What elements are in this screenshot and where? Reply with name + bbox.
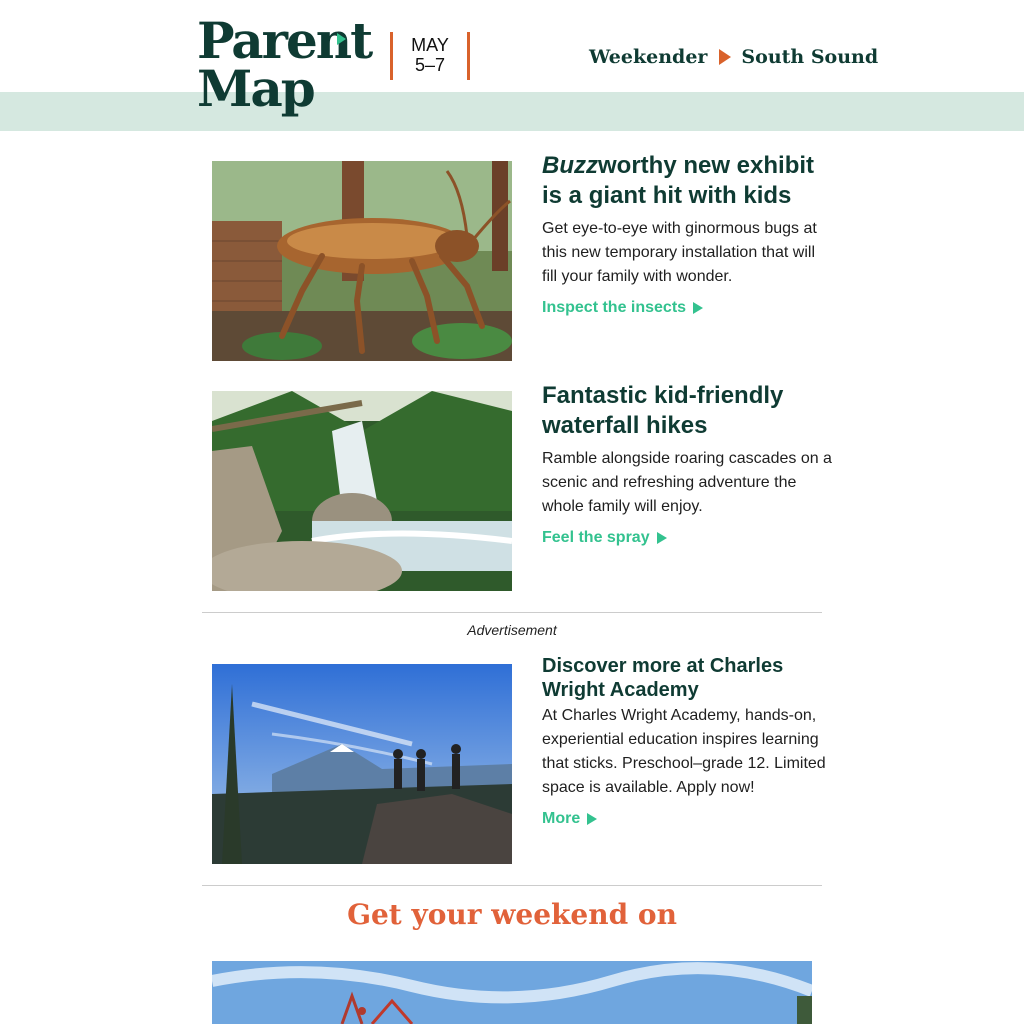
divider <box>202 885 822 886</box>
more-link[interactable] <box>542 810 597 828</box>
headline-rest-part: worthy new exhibit is a giant hit with kids <box>542 152 815 209</box>
feel-the-spray-link[interactable] <box>542 529 667 547</box>
play-arrow-icon <box>693 302 703 314</box>
article-bug-exhibit <box>542 151 832 317</box>
play-arrow-icon <box>657 532 667 544</box>
advertisement-label: Advertisement <box>467 622 557 638</box>
article-headline[interactable] <box>542 151 832 211</box>
edition-label <box>589 43 878 71</box>
parentmap-logo[interactable] <box>197 11 372 124</box>
article-waterfall-hikes <box>542 381 832 547</box>
article-blurb: Ramble alongside roaring cascades on a scenic and refreshing adventure the whole family will enjoy. <box>542 450 832 515</box>
logo-word-parent: Parent <box>197 11 372 70</box>
header-band <box>0 92 1024 131</box>
mountain-view-photo <box>212 664 512 864</box>
ad-blurb: At Charles Wright Academy, hands-on, experiential education inspires learning that sticks. Preschool–grade 12. Limited space is available. Apply now! <box>542 707 826 796</box>
edition-name: Weekender <box>589 46 708 68</box>
cta-label: Feel the spray <box>542 529 650 546</box>
academy-ad-image[interactable] <box>212 664 512 864</box>
issue-month: MAY <box>411 35 449 55</box>
bug-exhibit-image[interactable] <box>212 161 512 361</box>
weekend-hero-photo <box>212 961 812 1024</box>
article-blurb: Get eye-to-eye with ginormous bugs at this new temporary installation that will fill your family with wonder. <box>542 220 817 285</box>
play-arrow-icon <box>587 813 597 825</box>
weekend-hero-image[interactable] <box>212 961 812 1024</box>
ad-headline[interactable]: Discover more at Charles Wright Academy <box>542 655 784 701</box>
ad-charles-wright-academy <box>542 654 832 828</box>
bug-exhibit-photo <box>212 161 512 361</box>
article-headline[interactable]: Fantastic kid-friendly waterfall hikes <box>542 382 784 439</box>
cta-label: More <box>542 810 581 827</box>
cta-label: Inspect the insects <box>542 299 687 316</box>
edition-region: South Sound <box>741 46 879 68</box>
play-arrow-icon <box>719 49 731 65</box>
waterfall-hike-image[interactable] <box>212 391 512 591</box>
inspect-insects-link[interactable] <box>542 299 703 317</box>
logo-word-map: Map <box>197 59 314 118</box>
headline-italic-part: Buzz <box>542 152 598 179</box>
section-title: Get your weekend on <box>347 898 677 931</box>
waterfall-photo <box>212 391 512 591</box>
issue-days: 5–7 <box>414 55 446 75</box>
logo-play-icon <box>337 33 346 45</box>
issue-date <box>390 32 470 80</box>
divider <box>202 612 822 613</box>
